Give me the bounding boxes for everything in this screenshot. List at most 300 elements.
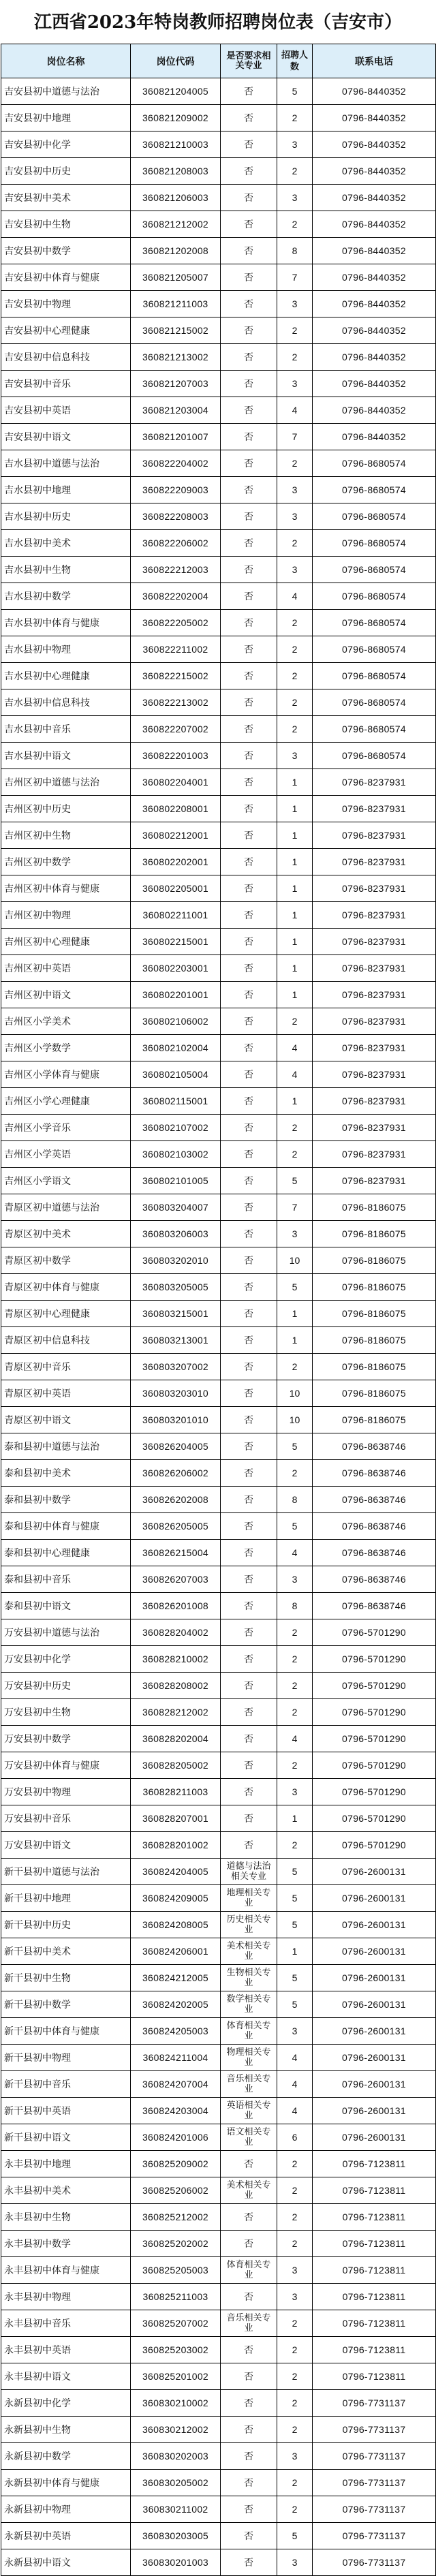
position-name-cell: 吉州区初中历史 <box>1 796 131 822</box>
phone-cell: 0796-8186075 <box>313 1327 436 1354</box>
header-row <box>1 44 436 78</box>
major-required-cell: 美术相关专业 <box>221 1938 277 1965</box>
table-row <box>1 689 436 716</box>
major-required-cell: 否 <box>221 2363 277 2390</box>
position-code-cell: 360802201001 <box>131 982 221 1008</box>
major-required-cell: 否 <box>221 1035 277 1061</box>
major-required-cell: 否 <box>221 716 277 743</box>
position-code-cell: 360828211003 <box>131 1779 221 1805</box>
phone-cell: 0796-8680574 <box>313 663 436 689</box>
major-required-cell: 否 <box>221 1008 277 1035</box>
table-row <box>1 105 436 131</box>
position-name-cell: 新干县初中语文 <box>1 2124 131 2151</box>
table-row <box>1 1487 436 1513</box>
position-name-cell: 万安县初中生物 <box>1 1699 131 1726</box>
major-required-cell: 否 <box>221 1566 277 1593</box>
phone-cell: 0796-8186075 <box>313 1274 436 1301</box>
position-code-cell: 360802107002 <box>131 1115 221 1141</box>
headcount-cell: 2 <box>277 610 313 636</box>
position-name-cell: 泰和县初中语文 <box>1 1593 131 1619</box>
headcount-cell: 2 <box>277 2204 313 2231</box>
headcount-cell: 1 <box>277 796 313 822</box>
table-row <box>1 317 436 344</box>
headcount-cell: 2 <box>277 158 313 185</box>
phone-cell: 0796-7731137 <box>313 2470 436 2496</box>
major-required-cell: 历史相关专业 <box>221 1912 277 1938</box>
phone-cell: 0796-8237931 <box>313 982 436 1008</box>
position-name-cell: 吉安县初中化学 <box>1 131 131 158</box>
phone-cell: 0796-8186075 <box>313 1354 436 1380</box>
position-name-cell: 吉水县初中体育与健康 <box>1 610 131 636</box>
phone-cell: 0796-8680574 <box>313 583 436 610</box>
position-code-cell: 360830210002 <box>131 2390 221 2417</box>
phone-cell: 0796-5701290 <box>313 1805 436 1832</box>
phone-cell: 0796-7123811 <box>313 2310 436 2337</box>
position-code-cell: 360821207003 <box>131 371 221 397</box>
phone-cell: 0796-7123811 <box>313 2204 436 2231</box>
phone-cell: 0796-8237931 <box>313 822 436 849</box>
headcount-cell: 3 <box>277 743 313 769</box>
table-row <box>1 1646 436 1673</box>
phone-cell: 0796-7731137 <box>313 2523 436 2549</box>
position-code-cell: 360830201003 <box>131 2549 221 2576</box>
position-code-cell: 360826205005 <box>131 1513 221 1540</box>
major-required-cell: 物理相关专业 <box>221 2045 277 2071</box>
phone-cell: 0796-8680574 <box>313 477 436 503</box>
position-code-cell: 360802103002 <box>131 1141 221 1168</box>
position-code-cell: 360802205001 <box>131 875 221 902</box>
major-required-cell: 地理相关专业 <box>221 1885 277 1912</box>
table-row <box>1 2257 436 2284</box>
position-code-cell: 360802105004 <box>131 1061 221 1088</box>
major-required-cell: 否 <box>221 291 277 317</box>
position-code-cell: 360821203004 <box>131 397 221 424</box>
major-required-cell: 否 <box>221 2390 277 2417</box>
headcount-cell: 2 <box>277 1752 313 1779</box>
phone-cell: 0796-7123811 <box>313 2363 436 2390</box>
table-row <box>1 557 436 583</box>
headcount-cell: 2 <box>277 1673 313 1699</box>
position-code-cell: 360822205002 <box>131 610 221 636</box>
table-row <box>1 1274 436 1301</box>
phone-cell: 0796-2600131 <box>313 1912 436 1938</box>
position-code-cell: 360802211001 <box>131 902 221 929</box>
phone-cell: 0796-8440352 <box>313 131 436 158</box>
phone-cell: 0796-5701290 <box>313 1619 436 1646</box>
position-name-cell: 永丰县初中数学 <box>1 2231 131 2257</box>
major-required-cell: 否 <box>221 1327 277 1354</box>
major-required-cell: 否 <box>221 929 277 955</box>
position-name-cell: 新干县初中道德与法治 <box>1 1859 131 1885</box>
position-name-cell: 永新县初中化学 <box>1 2390 131 2417</box>
headcount-cell: 2 <box>277 1832 313 1859</box>
position-name-cell: 新干县初中体育与健康 <box>1 2018 131 2045</box>
table-row <box>1 2549 436 2576</box>
table-row <box>1 2417 436 2443</box>
table-row <box>1 849 436 875</box>
major-required-cell: 否 <box>221 1779 277 1805</box>
major-required-cell: 否 <box>221 689 277 716</box>
major-required-cell: 否 <box>221 2523 277 2549</box>
position-code-cell: 360802101005 <box>131 1168 221 1194</box>
position-name-cell: 永丰县初中物理 <box>1 2284 131 2310</box>
table-row <box>1 1593 436 1619</box>
table-row <box>1 2018 436 2045</box>
headcount-cell: 2 <box>277 1354 313 1380</box>
position-code-cell: 360821202008 <box>131 238 221 264</box>
phone-cell: 0796-7123811 <box>313 2337 436 2363</box>
major-required-cell: 否 <box>221 743 277 769</box>
headcount-cell: 2 <box>277 450 313 477</box>
major-required-cell: 否 <box>221 1699 277 1726</box>
major-required-cell: 否 <box>221 2284 277 2310</box>
major-required-cell: 否 <box>221 344 277 371</box>
headcount-cell: 1 <box>277 982 313 1008</box>
major-required-cell: 否 <box>221 264 277 291</box>
position-code-cell: 360821204005 <box>131 78 221 105</box>
phone-cell: 0796-8237931 <box>313 1035 436 1061</box>
phone-cell: 0796-8440352 <box>313 424 436 450</box>
table-row <box>1 1327 436 1354</box>
position-code-cell: 360825202002 <box>131 2231 221 2257</box>
headcount-cell: 2 <box>277 2177 313 2204</box>
major-required-cell: 否 <box>221 1513 277 1540</box>
phone-cell: 0796-7123811 <box>313 2151 436 2177</box>
table-row <box>1 211 436 238</box>
table-row <box>1 1168 436 1194</box>
major-required-cell: 否 <box>221 2417 277 2443</box>
major-required-cell: 否 <box>221 1646 277 1673</box>
table-row <box>1 716 436 743</box>
position-name-cell: 泰和县初中心理健康 <box>1 1540 131 1566</box>
major-required-cell: 否 <box>221 503 277 530</box>
table-row <box>1 477 436 503</box>
phone-cell: 0796-8440352 <box>313 185 436 211</box>
headcount-cell: 1 <box>277 769 313 796</box>
major-required-cell: 语文相关专业 <box>221 2124 277 2151</box>
position-name-cell: 吉安县初中历史 <box>1 158 131 185</box>
major-required-cell: 否 <box>221 158 277 185</box>
position-name-cell: 永丰县初中生物 <box>1 2204 131 2231</box>
header-position-code: 岗位代码 <box>131 44 221 78</box>
table-row <box>1 131 436 158</box>
phone-cell: 0796-8440352 <box>313 211 436 238</box>
headcount-cell: 2 <box>277 211 313 238</box>
position-name-cell: 万安县初中道德与法治 <box>1 1619 131 1646</box>
phone-cell: 0796-5701290 <box>313 1673 436 1699</box>
major-required-cell: 否 <box>221 2231 277 2257</box>
headcount-cell: 3 <box>277 291 313 317</box>
position-code-cell: 360821210003 <box>131 131 221 158</box>
phone-cell: 0796-8680574 <box>313 450 436 477</box>
table-row <box>1 1433 436 1460</box>
position-name-cell: 吉州区小学数学 <box>1 1035 131 1061</box>
major-required-cell: 否 <box>221 317 277 344</box>
position-code-cell: 360824208005 <box>131 1912 221 1938</box>
headcount-cell: 2 <box>277 2231 313 2257</box>
phone-cell: 0796-2600131 <box>313 2124 436 2151</box>
position-name-cell: 青原区初中道德与法治 <box>1 1194 131 1221</box>
phone-cell: 0796-8680574 <box>313 689 436 716</box>
position-name-cell: 吉水县初中数学 <box>1 583 131 610</box>
position-code-cell: 360821212002 <box>131 211 221 238</box>
position-name-cell: 吉州区初中道德与法治 <box>1 769 131 796</box>
position-code-cell: 360802202001 <box>131 849 221 875</box>
major-required-cell: 否 <box>221 1726 277 1752</box>
position-name-cell: 吉州区小学心理健康 <box>1 1088 131 1115</box>
table-row <box>1 663 436 689</box>
major-required-cell: 否 <box>221 185 277 211</box>
position-name-cell: 吉州区初中语文 <box>1 982 131 1008</box>
phone-cell: 0796-8680574 <box>313 610 436 636</box>
position-name-cell: 新干县初中历史 <box>1 1912 131 1938</box>
table-row <box>1 610 436 636</box>
phone-cell: 0796-7123811 <box>313 2257 436 2284</box>
phone-cell: 0796-8237931 <box>313 955 436 982</box>
position-name-cell: 吉州区初中体育与健康 <box>1 875 131 902</box>
headcount-cell: 2 <box>277 2496 313 2523</box>
major-required-cell: 否 <box>221 105 277 131</box>
headcount-cell: 1 <box>277 1301 313 1327</box>
position-name-cell: 新干县初中生物 <box>1 1965 131 1991</box>
position-name-cell: 万安县初中物理 <box>1 1779 131 1805</box>
headcount-cell: 7 <box>277 264 313 291</box>
phone-cell: 0796-8186075 <box>313 1247 436 1274</box>
position-code-cell: 360821213002 <box>131 344 221 371</box>
table-row <box>1 2470 436 2496</box>
position-name-cell: 万安县初中体育与健康 <box>1 1752 131 1779</box>
position-name-cell: 万安县初中语文 <box>1 1832 131 1859</box>
position-name-cell: 永丰县初中地理 <box>1 2151 131 2177</box>
headcount-cell: 3 <box>277 371 313 397</box>
phone-cell: 0796-7731137 <box>313 2443 436 2470</box>
table-row <box>1 1965 436 1991</box>
headcount-cell: 1 <box>277 1805 313 1832</box>
position-name-cell: 泰和县初中美术 <box>1 1460 131 1487</box>
phone-cell: 0796-2600131 <box>313 2098 436 2124</box>
position-name-cell: 泰和县初中道德与法治 <box>1 1433 131 1460</box>
phone-cell: 0796-8186075 <box>313 1194 436 1221</box>
phone-cell: 0796-8237931 <box>313 902 436 929</box>
headcount-cell: 2 <box>277 530 313 557</box>
position-name-cell: 吉安县初中地理 <box>1 105 131 131</box>
table-row <box>1 2098 436 2124</box>
headcount-cell: 4 <box>277 2071 313 2098</box>
major-required-cell: 生物相关专业 <box>221 1965 277 1991</box>
headcount-cell: 5 <box>277 1885 313 1912</box>
phone-cell: 0796-8638746 <box>313 1433 436 1460</box>
headcount-cell: 3 <box>277 185 313 211</box>
table-row <box>1 1938 436 1965</box>
table-row <box>1 1805 436 1832</box>
position-code-cell: 360822201003 <box>131 743 221 769</box>
table-row <box>1 291 436 317</box>
position-name-cell: 吉州区初中英语 <box>1 955 131 982</box>
position-code-cell: 360803207002 <box>131 1354 221 1380</box>
major-required-cell: 否 <box>221 1247 277 1274</box>
headcount-cell: 8 <box>277 1593 313 1619</box>
position-name-cell: 吉安县初中信息科技 <box>1 344 131 371</box>
headcount-cell: 5 <box>277 78 313 105</box>
position-code-cell: 360802204001 <box>131 769 221 796</box>
major-required-cell: 否 <box>221 397 277 424</box>
position-name-cell: 吉州区初中数学 <box>1 849 131 875</box>
position-name-cell: 吉州区小学美术 <box>1 1008 131 1035</box>
phone-cell: 0796-5701290 <box>313 1832 436 1859</box>
headcount-cell: 3 <box>277 2549 313 2576</box>
position-name-cell: 吉水县初中语文 <box>1 743 131 769</box>
table-row <box>1 1141 436 1168</box>
position-code-cell: 360822211002 <box>131 636 221 663</box>
phone-cell: 0796-5701290 <box>313 1726 436 1752</box>
position-name-cell: 吉州区小学体育与健康 <box>1 1061 131 1088</box>
table-row <box>1 743 436 769</box>
position-code-cell: 360822213002 <box>131 689 221 716</box>
headcount-cell: 3 <box>277 1221 313 1247</box>
position-name-cell: 吉州区初中生物 <box>1 822 131 849</box>
headcount-cell: 2 <box>277 2363 313 2390</box>
position-name-cell: 吉水县初中音乐 <box>1 716 131 743</box>
headcount-cell: 4 <box>277 1726 313 1752</box>
phone-cell: 0796-8237931 <box>313 1141 436 1168</box>
major-required-cell: 否 <box>221 1141 277 1168</box>
position-name-cell: 吉安县初中英语 <box>1 397 131 424</box>
major-required-cell: 否 <box>221 238 277 264</box>
headcount-cell: 1 <box>277 1088 313 1115</box>
table-row <box>1 1566 436 1593</box>
table-row <box>1 1832 436 1859</box>
position-name-cell: 吉安县初中音乐 <box>1 371 131 397</box>
position-code-cell: 360821211003 <box>131 291 221 317</box>
position-name-cell: 青原区初中音乐 <box>1 1354 131 1380</box>
table-row <box>1 1194 436 1221</box>
table-row <box>1 2071 436 2098</box>
headcount-cell: 5 <box>277 1859 313 1885</box>
header-phone: 联系电话 <box>313 44 436 78</box>
position-code-cell: 360821209002 <box>131 105 221 131</box>
major-required-cell: 否 <box>221 583 277 610</box>
headcount-cell: 10 <box>277 1407 313 1433</box>
table-row <box>1 2310 436 2337</box>
position-name-cell: 泰和县初中音乐 <box>1 1566 131 1593</box>
position-name-cell: 吉水县初中道德与法治 <box>1 450 131 477</box>
position-code-cell: 360822204002 <box>131 450 221 477</box>
position-code-cell: 360825206002 <box>131 2177 221 2204</box>
position-name-cell: 吉安县初中生物 <box>1 211 131 238</box>
headcount-cell: 2 <box>277 716 313 743</box>
major-required-cell: 数学相关专业 <box>221 1991 277 2018</box>
position-code-cell: 360825205003 <box>131 2257 221 2284</box>
position-code-cell: 360803215001 <box>131 1301 221 1327</box>
position-code-cell: 360802102004 <box>131 1035 221 1061</box>
table-body <box>1 78 436 2576</box>
table-row <box>1 450 436 477</box>
major-required-cell: 否 <box>221 1274 277 1301</box>
major-required-cell: 否 <box>221 530 277 557</box>
headcount-cell: 1 <box>277 1327 313 1354</box>
table-row <box>1 1008 436 1035</box>
phone-cell: 0796-8638746 <box>313 1593 436 1619</box>
headcount-cell: 1 <box>277 849 313 875</box>
phone-cell: 0796-8237931 <box>313 769 436 796</box>
position-code-cell: 360824206001 <box>131 1938 221 1965</box>
phone-cell: 0796-2600131 <box>313 1859 436 1885</box>
headcount-cell: 5 <box>277 1912 313 1938</box>
headcount-cell: 4 <box>277 2098 313 2124</box>
table-row <box>1 2523 436 2549</box>
major-required-cell: 否 <box>221 822 277 849</box>
position-name-cell: 吉水县初中生物 <box>1 557 131 583</box>
position-name-cell: 吉水县初中历史 <box>1 503 131 530</box>
phone-cell: 0796-8638746 <box>313 1513 436 1540</box>
major-required-cell: 否 <box>221 1673 277 1699</box>
table-row <box>1 344 436 371</box>
header-position-name: 岗位名称 <box>1 44 131 78</box>
headcount-cell: 2 <box>277 1619 313 1646</box>
phone-cell: 0796-8440352 <box>313 158 436 185</box>
major-required-cell: 体育相关专业 <box>221 2257 277 2284</box>
position-name-cell: 青原区初中英语 <box>1 1380 131 1407</box>
position-code-cell: 360824212005 <box>131 1965 221 1991</box>
position-code-cell: 360822208003 <box>131 503 221 530</box>
major-required-cell: 否 <box>221 1487 277 1513</box>
major-required-cell: 否 <box>221 2337 277 2363</box>
major-required-cell: 否 <box>221 1301 277 1327</box>
headcount-cell: 3 <box>277 2257 313 2284</box>
position-name-cell: 万安县初中音乐 <box>1 1805 131 1832</box>
position-code-cell: 360803213001 <box>131 1327 221 1354</box>
major-required-cell: 否 <box>221 2549 277 2576</box>
position-code-cell: 360828210002 <box>131 1646 221 1673</box>
position-name-cell: 永新县初中生物 <box>1 2417 131 2443</box>
phone-cell: 0796-7731137 <box>313 2496 436 2523</box>
header-major-required: 是否要求相关专业 <box>221 44 277 78</box>
position-code-cell: 360824209005 <box>131 1885 221 1912</box>
table-row <box>1 1301 436 1327</box>
position-code-cell: 360802115001 <box>131 1088 221 1115</box>
table-row <box>1 1859 436 1885</box>
table-row <box>1 2124 436 2151</box>
major-required-cell: 否 <box>221 1540 277 1566</box>
headcount-cell: 8 <box>277 238 313 264</box>
headcount-cell: 1 <box>277 822 313 849</box>
major-required-cell: 否 <box>221 955 277 982</box>
phone-cell: 0796-8680574 <box>313 557 436 583</box>
major-required-cell: 音乐相关专业 <box>221 2310 277 2337</box>
positions-table <box>1 44 436 2576</box>
position-code-cell: 360822206002 <box>131 530 221 557</box>
headcount-cell: 2 <box>277 636 313 663</box>
position-name-cell: 青原区初中美术 <box>1 1221 131 1247</box>
major-required-cell: 否 <box>221 424 277 450</box>
table-row <box>1 1726 436 1752</box>
position-name-cell: 永新县初中体育与健康 <box>1 2470 131 2496</box>
headcount-cell: 5 <box>277 1433 313 1460</box>
phone-cell: 0796-8237931 <box>313 1008 436 1035</box>
headcount-cell: 4 <box>277 1061 313 1088</box>
major-required-cell: 否 <box>221 796 277 822</box>
headcount-cell: 3 <box>277 503 313 530</box>
table-row <box>1 238 436 264</box>
headcount-cell: 4 <box>277 2045 313 2071</box>
headcount-cell: 7 <box>277 1194 313 1221</box>
headcount-cell: 2 <box>277 2151 313 2177</box>
phone-cell: 0796-8237931 <box>313 1061 436 1088</box>
phone-cell: 0796-8638746 <box>313 1566 436 1593</box>
position-name-cell: 青原区初中心理健康 <box>1 1301 131 1327</box>
phone-cell: 0796-8440352 <box>313 291 436 317</box>
phone-cell: 0796-2600131 <box>313 1991 436 2018</box>
